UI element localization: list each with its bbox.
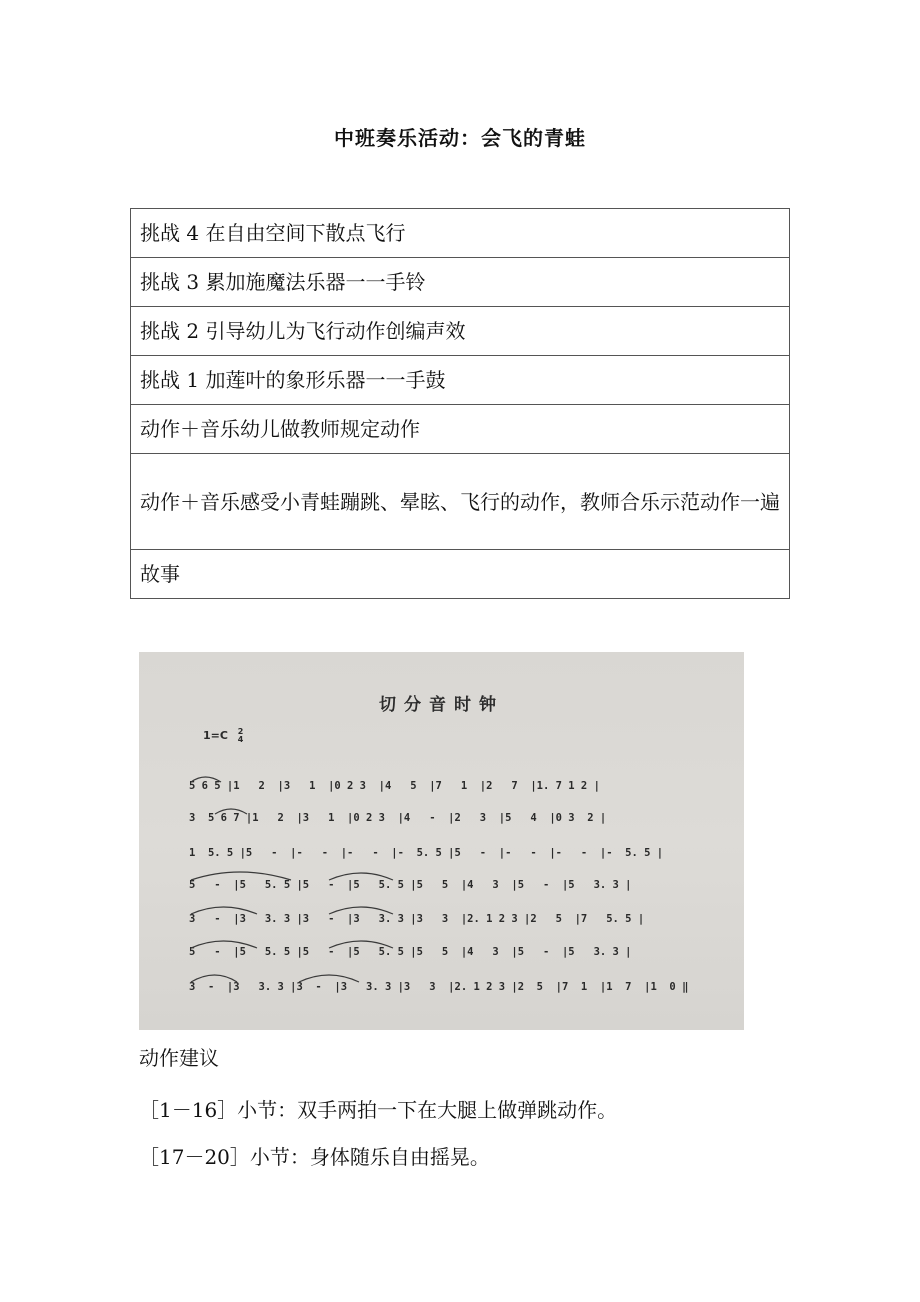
- page-title: 中班奏乐活动：会飞的青蛙: [334, 126, 586, 150]
- slur-mark: [191, 941, 257, 948]
- key-label: 1=C: [203, 729, 228, 742]
- step-cell: 动作＋音乐感受小青蛙蹦跳、晕眩、飞行的动作，教师合乐示范动作一遍: [131, 454, 790, 550]
- table-row: [131, 258, 790, 307]
- table-row: [131, 307, 790, 356]
- score-line: 5 6 5 |1 2 |3 1 |0 2 3 |4 5 |7 1 |2 7 |1. 7 1 2 |: [189, 780, 600, 792]
- suggestion-item: ［17－20］小节：身体随乐自由摇晃。: [139, 1145, 490, 1169]
- step-cell: 动作＋音乐幼儿做教师规定动作: [131, 405, 790, 454]
- table-row: [131, 209, 790, 258]
- score-title: 切分音时钟: [379, 695, 504, 715]
- step-cell: 挑战 4 在自由空间下散点飞行: [131, 209, 790, 258]
- slur-mark: [191, 975, 237, 982]
- suggestion-item: ［1－16］小节：双手两拍一下在大腿上做弹跳动作。: [139, 1098, 618, 1122]
- step-cell: 挑战 3 累加施魔法乐器一一手铃: [131, 258, 790, 307]
- score-line: 5 - |5 5. 5 |5 - |5 5. 5 |5 5 |4 3 |5 - |5 3. 3 |: [189, 879, 632, 891]
- score-line: 3 - |3 3. 3 |3 - |3 3. 3 |3 3 |2. 1 2 3 |2 5 |7 1 |1 7 |1 0 ‖: [189, 981, 689, 993]
- table-row: [131, 356, 790, 405]
- score-line: 5 - |5 5. 5 |5 - |5 5. 5 |5 5 |4 3 |5 - |5 3. 3 |: [189, 946, 632, 958]
- table-row: [131, 550, 790, 599]
- score-line: 1 5. 5 |5 - |- - |- - |- 5. 5 |5 - |- - |- - |- 5. 5 |: [189, 847, 664, 859]
- slur-marks: [139, 652, 744, 1030]
- slur-mark: [191, 872, 291, 880]
- slur-mark: [191, 777, 221, 782]
- slur-mark: [215, 809, 247, 814]
- score-line: 3 5 6 7 |1 2 |3 1 |0 2 3 |4 - |2 3 |5 4 |0 3 2 |: [189, 812, 607, 824]
- table-row: [131, 405, 790, 454]
- step-cell: 故事: [131, 550, 790, 599]
- suggestion-heading: 动作建议: [139, 1046, 219, 1070]
- table-row: [131, 454, 790, 550]
- step-cell: 挑战 2 引导幼儿为飞行动作创编声效: [131, 307, 790, 356]
- slur-mark: [329, 873, 393, 880]
- time-signature: 2 4: [237, 727, 244, 744]
- score-line: 3 - |3 3. 3 |3 - |3 3. 3 |3 3 |2. 1 2 3 |2 5 |7 5. 5 |: [189, 913, 645, 925]
- activity-steps-table: [130, 208, 790, 599]
- slur-mark: [299, 975, 359, 982]
- sheet-music-photo: [139, 652, 744, 1030]
- step-cell: 挑战 1 加莲叶的象形乐器一一手鼓: [131, 356, 790, 405]
- slur-mark: [191, 907, 257, 914]
- slur-mark: [329, 907, 393, 914]
- slur-mark: [329, 941, 393, 948]
